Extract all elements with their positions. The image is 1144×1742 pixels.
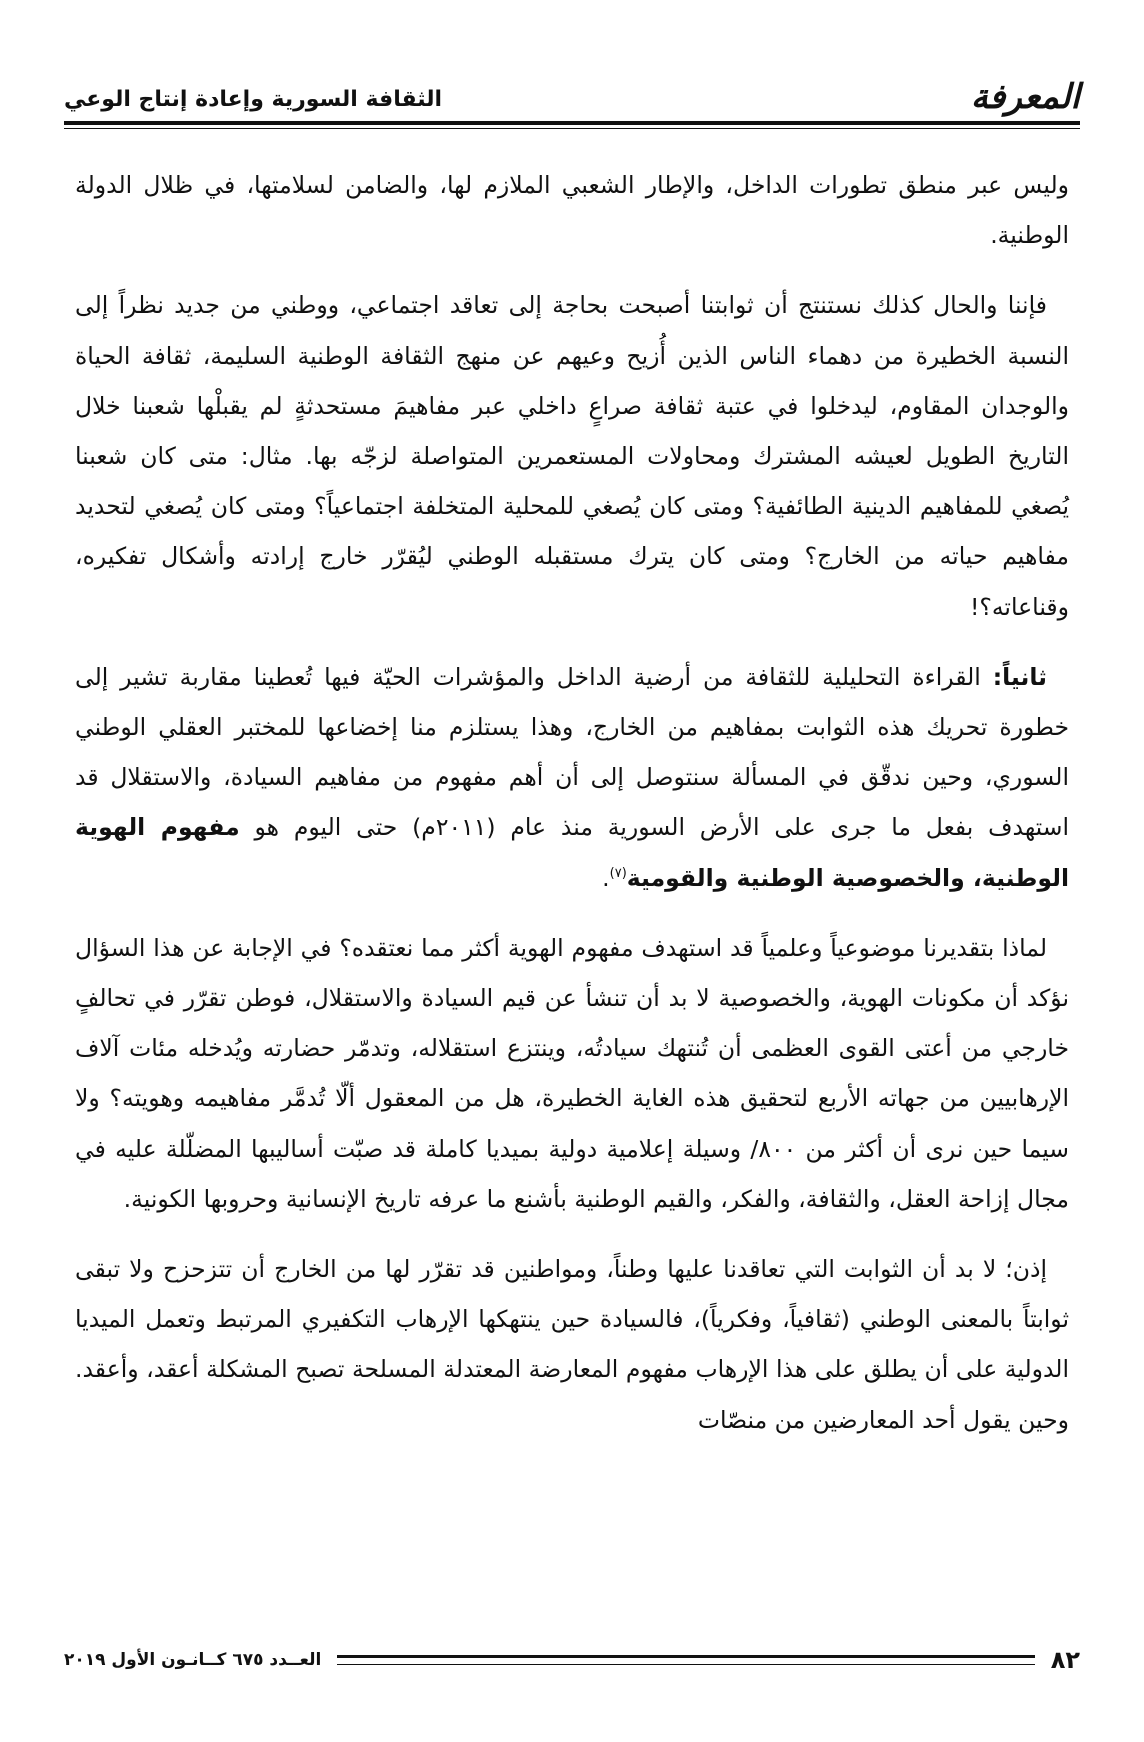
paragraph-3-lead: ثانياً: [992,662,1047,691]
paragraph-4: لماذا بتقديرنا موضوعياً وعلمياً قد استهدف مفهوم الهوية أكثر مما نعتقده؟ في الإجابة عن هذا السؤال نؤكد أن مكونات الهوية، والخصوصية لا بد أن تنشأ عن قيم السيادة والاستقلال، فوطن تقرّر في تحالفٍ خارجي من أعتى القوى العظمى أن تُنتهك سيادتُه، وينتزع استقلاله، وتدمّر حضارته ويُدخله مئات آلاف الإرهابيين من جهاته الأربع لتحقيق هذه الغاية الخطيرة، هل من المعقول ألّا تُدمَّر مفاهيمه وهويته؟ ولا سيما حين نرى أن أكثر من ٨٠٠/ وسيلة إعلامية دولية بميديا كاملة قد صبّت أساليبها المضلّلة عليه في مجال إزاحة العقل، والثقافة، والفكر، والقيم الوطنية بأشنع ما عرفه تاريخ الإنسانية وحروبها الكونية. [75,933,1069,1213]
footnote-marker[interactable]: (٧) [609,865,627,881]
running-title: الثقافة السورية وإعادة إنتاج الوعي [64,87,443,112]
header-rule-thin [64,128,1080,129]
paragraph-2: فإننا والحال كذلك نستنتج أن ثوابتنا أصبحت بحاجة إلى تعاقد اجتماعي، ووطني من جديد نظراً إلى النسبة الخطيرة من دهماء الناس الذين أُزيح وعيهم عن منهج الثقافة الوطنية السليمة، ثقافة الحياة والوجدان المقاوم، ليدخلوا في عتبة ثقافة صراعٍ داخلي عبر مفاهيمَ مستحدثةٍ لم يقبلْها شعبنا خلال التاريخ الطويل لعيشه المشترك ومحاولات المستعمرين المتواصلة لزجّه بها. مثال: متى كان شعبنا يُصغي للمفاهيم الدينية الطائفية؟ ومتى كان يُصغي للمحلية المتخلفة اجتماعياً؟ ومتى كان يُصغي لتحديد مفاهيم حياته من الخارج؟ ومتى كان يترك مستقبله الوطني ليُقرّر خارج إرادته وأشكال تفكيره، وقناعاته؟! [75,291,1069,621]
paragraph-1: وليس عبر منطق تطورات الداخل، والإطار الشعبي الملازم لها، والضامن لسلامتها، في ظلال الدولة الوطنية. [75,171,1069,250]
page-number: ٨٢ [1050,1646,1080,1674]
paragraph-3-end: . [602,863,610,892]
paragraph-3-bold: مفهوم الهوية الوطنية، والخصوصية الوطنية والقومية [75,813,1069,892]
footer-rule [337,1655,1034,1665]
header-rule [64,121,1080,125]
article-body [75,160,1069,1465]
page-footer [64,1640,1080,1680]
paragraph-3 [75,652,1069,903]
magazine-logo: المعرفة [970,77,1080,117]
paragraph-5: إذن؛ لا بد أن الثوابت التي تعاقدنا عليها وطناً، ومواطنين قد تقرّر لها من الخارج أن تتزحزح ولا تبقى ثوابتاً بالمعنى الوطني (ثقافياً، وفكرياً)، فالسيادة حين ينتهكها الإرهاب التكفيري المرتبط وتعمل الميديا الدولية على أن يطلق على هذا الإرهاب مفهوم المعارضة المعتدلة المسلحة تصبح المشكلة أعقد، وأعقد. وحين يقول أحد المعارضين من منصّات [75,1255,1069,1434]
page-header [64,64,1080,120]
paragraph-3-text: القراءة التحليلية للثقافة من أرضية الداخل والمؤشرات الحيّة فيها تُعطينا مقاربة تشير إلى خطورة تحريك هذه الثوابت بمفاهيم من الخارج، وهذا يستلزم منا إخضاعها للمختبر العقلي الوطني السوري، وحين ندقّق في المسألة سنتوصل إلى أن أهم مفهوم من مفاهيم السيادة، والاستقلال قد استهدف بفعل ما جرى على الأرض السورية منذ عام (٢٠١١م) حتى اليوم هو [75,662,1069,842]
issue-info: العــدد ٦٧٥ كــانـون الأول ٢٠١٩ [64,1650,322,1670]
